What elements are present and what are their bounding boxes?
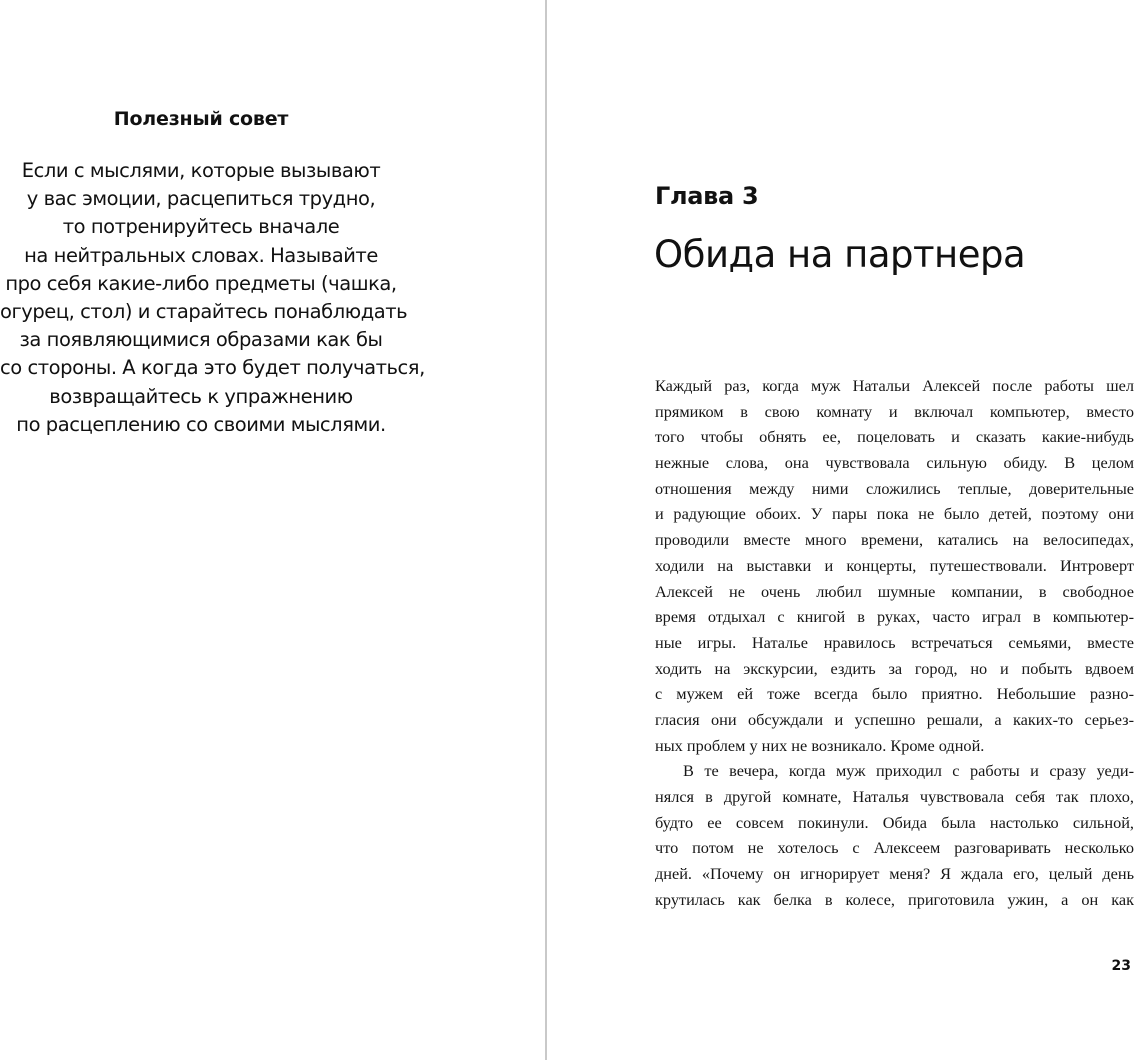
chapter-body-text bbox=[655, 373, 1134, 912]
tip-body bbox=[0, 157, 425, 439]
text-line: В те вечера, когда муж приходил с работы и сразу уеди- bbox=[683, 761, 1134, 781]
text-line: с мужем ей тоже всегда было приятно. Небольшие разно- bbox=[655, 684, 1134, 704]
tip-title: Полезный совет bbox=[113, 108, 289, 130]
text-line: будто ее совсем покинули. Обида была настолько сильной, bbox=[655, 812, 1134, 832]
text-line: нежные слова, она чувствовала сильную обиду. В целом bbox=[655, 453, 1134, 473]
chapter-title: Обида на партнера bbox=[654, 233, 1026, 276]
text-line: ные игры. Наталье нравилось встречаться семьями, вместе bbox=[655, 632, 1134, 652]
tip-line: за появляющимися образами как бы bbox=[19, 328, 383, 352]
text-line: дней. «Почему он игнорирует меня? Я ждала его, целый день bbox=[655, 864, 1134, 884]
tip-line: со стороны. А когда это будет получаться, bbox=[0, 356, 425, 380]
text-line: Алексей не очень любил шумные компании, в свободное bbox=[655, 581, 1134, 601]
tip-line: про себя какие-либо предметы (чашка, bbox=[5, 271, 397, 295]
page-number: 23 bbox=[1111, 958, 1131, 974]
left-page bbox=[0, 0, 545, 1060]
text-line: проводили вместе много времени, катались на велосипедах, bbox=[655, 530, 1134, 550]
text-line: ходили на выставки и концерты, путешествовали. Интроверт bbox=[655, 555, 1134, 575]
text-line: время отдыхал с книгой в руках, часто играл в компьютер- bbox=[655, 607, 1134, 627]
text-line: ходить на экскурсии, ездить за город, но и побыть вдвоем bbox=[655, 658, 1134, 678]
text-line: прямиком в свою комнату и включал компьютер, вместо bbox=[655, 401, 1134, 421]
paragraph-2 bbox=[655, 758, 1134, 912]
text-line: ных проблем у них не возникало. Кроме одной. bbox=[655, 735, 985, 755]
text-line: крутилась как белка в колесе, приготовила ужин, а он как bbox=[655, 889, 1134, 909]
text-line: того чтобы обнять ее, поцеловать и сказать какие-нибудь bbox=[655, 427, 1134, 447]
tip-line: возвращайтесь к упражнению bbox=[49, 384, 353, 408]
chapter-label: Глава 3 bbox=[655, 182, 759, 210]
tip-line: у вас эмоции, расцепиться трудно, bbox=[26, 187, 376, 211]
tip-box bbox=[0, 105, 425, 439]
page-gutter-divider bbox=[545, 0, 547, 1060]
tip-line: по расцеплению со своими мыслями. bbox=[16, 412, 386, 436]
text-line: Каждый раз, когда муж Натальи Алексей после работы шел bbox=[655, 376, 1134, 395]
tip-line: на нейтральных словах. Называйте bbox=[24, 243, 378, 267]
text-line: и радующие обоих. У пары пока не было детей, поэтому они bbox=[655, 504, 1134, 524]
paragraph-1 bbox=[655, 373, 1134, 758]
tip-line: огурец, стол) и старайтесь понаблюдать bbox=[0, 300, 408, 324]
text-line: отношения между ними сложились теплые, доверительные bbox=[655, 478, 1134, 498]
text-line: что потом не хотелось с Алексеем разговаривать несколько bbox=[655, 838, 1134, 858]
tip-line: Если с мыслями, которые вызывают bbox=[21, 159, 381, 182]
tip-line: то потренируйтесь вначале bbox=[62, 215, 340, 239]
right-page bbox=[548, 0, 1135, 1060]
text-line: гласия они обсуждали и успешно решали, а каких-то серьез- bbox=[655, 709, 1134, 729]
text-line: нялся в другой комнате, Наталья чувствовала себя так плохо, bbox=[655, 787, 1134, 806]
